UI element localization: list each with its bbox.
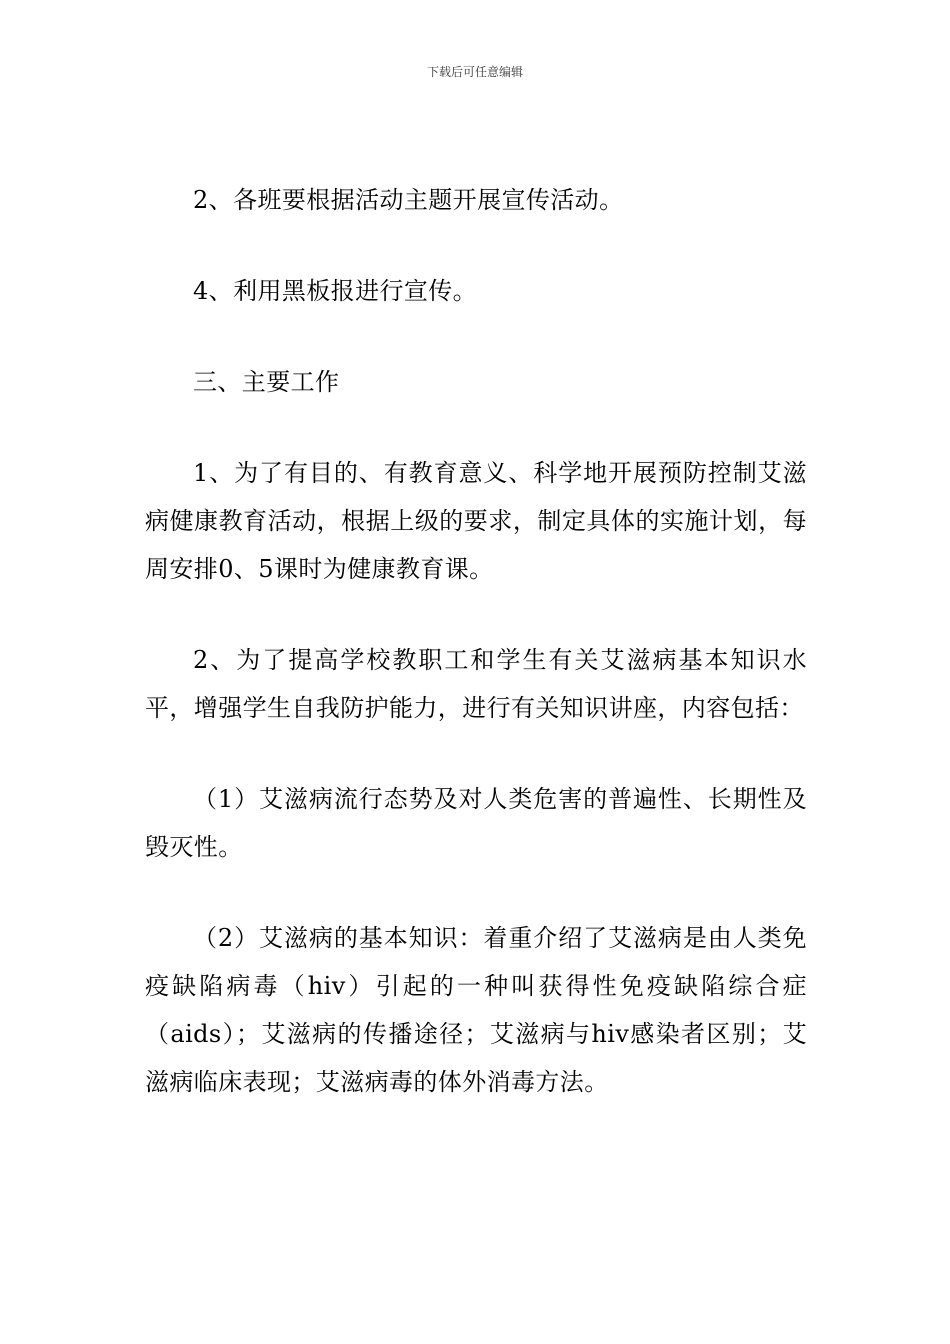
section-heading: 三、主要工作: [193, 368, 340, 396]
paragraph-2: 4、利用黑板报进行宣传。: [193, 277, 478, 305]
page-header: 下载后可任意编辑: [426, 65, 523, 79]
paragraph-6: （2）艾滋病的基本知识：着重介绍了艾滋病是由人类免疫缺陷病毒（hiv）引起的一种叫获得性免疫缺陷综合症（aids）；艾滋病的传播途径；艾滋病与hiv感染者区别；艾滋病临床表现；艾滋病毒的体外消毒方法。: [145, 924, 807, 1096]
paragraph-4: 2、为了提高学校教职工和学生有关艾滋病基本知识水平，增强学生自我防护能力，进行有关知识讲座，内容包括：: [145, 646, 807, 722]
document-body: [145, 176, 807, 1149]
paragraph-1: 2、各班要根据活动主题开展宣传活动。: [193, 186, 624, 214]
paragraph-3: 1、为了有目的、有教育意义、科学地开展预防控制艾滋病健康教育活动，根据上级的要求，制定具体的实施计划，每周安排0、5课时为健康教育课。: [145, 459, 807, 583]
paragraph-5: （1）艾滋病流行态势及对人类危害的普遍性、长期性及毁灭性。: [145, 785, 807, 861]
